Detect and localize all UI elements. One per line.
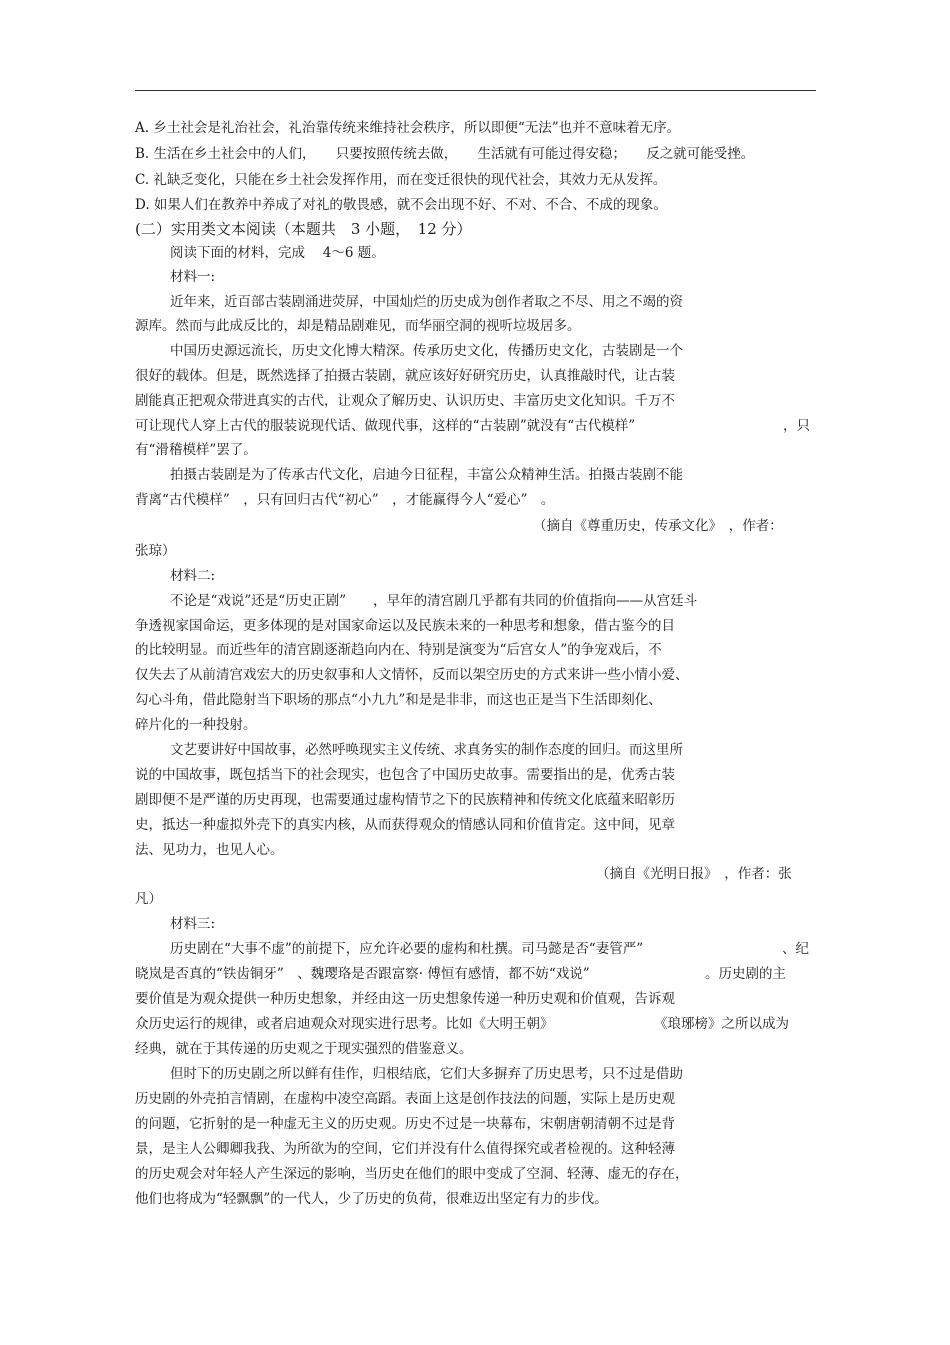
material3-line: 要价值是为观众提供一种历史想象，并经由这一历史想象传递一种历史观和价值观，告诉观 <box>135 991 675 1007</box>
option-a: A. 乡土社会是礼治社会，礼治靠传统来维持社会秩序，所以即便“无法”也并不意味着无序。 <box>135 120 681 136</box>
material1-line: 可让现代人穿上古代的服装说现代话、做现代事，这样的“古装剧”就没有“古代模样” <box>135 418 636 434</box>
material3-line: 历史剧的外壳拍言情剧，在虚构中凌空高蹈。表面上这是创作技法的问题，实际上是历史观 <box>135 1091 675 1107</box>
material3-line: 历史剧在“大事不虚”的前提下，应允许必要的虚构和杜撰。司马懿是否“妻管严” <box>170 941 644 957</box>
material2-line: 文艺要讲好中国故事，必然呼唤现实主义传统、求真务实的制作态度的回归。而这里所 <box>170 742 683 758</box>
material2-source: （摘自《光明日报》 ，作者：张 <box>596 866 792 882</box>
material2-line: 法、见功力，也见人心。 <box>135 842 284 858</box>
material2-line: 不论是“戏说”还是“历史正剧” ，早年的清宫剧几乎都有共同的价值指向——从宫廷斗 <box>170 593 698 609</box>
material1-line: 有“滑稽模样”罢了。 <box>135 442 257 458</box>
material1-line: 拍摄古装剧是为了传承古代文化，启迪今日征程，丰富公众精神生活。拍摄古装剧不能 <box>170 467 683 483</box>
material2-label: 材料二: <box>170 568 216 584</box>
material3-line: 景，是主人公卿卿我我、为所欲为的空间，它们并没有什么值得探究或者检视的。这种轻薄 <box>135 1141 675 1157</box>
material1-line: 近年来，近百部古装剧涌进荧屏，中国灿烂的历史成为创作者取之不尽、用之不竭的资 <box>170 294 683 310</box>
material2-line: 争透视家国命运，更多体现的是对国家命运以及民族未来的一种思考和想象，借古鉴今的目 <box>135 618 675 634</box>
material1-line: 源库。然而与此成反比的，却是精品剧难见，而华丽空洞的视听垃圾居多。 <box>135 318 581 334</box>
material1-source: （摘自《尊重历史，传承文化》 ，作者： <box>533 518 783 534</box>
top-rule <box>135 90 816 91</box>
material3-line: 众历史运行的规律，或者启迪观众对现实进行思考。比如《大明王朝》 <box>135 1016 554 1032</box>
material2-line: 史，抵达一种虚拟外壳下的真实内核，从而获得观众的情感认同和价值肯定。这中间，见章 <box>135 817 675 833</box>
material2-line: 碎片化的一种投射。 <box>135 717 257 733</box>
material3-line: 的历史观会对年轻人产生深远的影响，当历史在他们的眼中变成了空洞、轻薄、虚无的存在， <box>135 1166 689 1182</box>
option-d: D. 如果人们在教养中养成了对礼的敬畏感，就不会出现不好、不对、不合、不成的现象。 <box>135 197 667 213</box>
material1-line: 剧能真正把观众带进真实的古代，让观众了解历史、认识历史、丰富历史文化知识。千万不 <box>135 393 675 409</box>
material2-source-cont: 凡） <box>135 891 162 907</box>
material3-line: 《琅琊榜》之所以成为 <box>654 1016 789 1032</box>
material3-line: 经典，就在于其传递的历史观之于现实强烈的借鉴意义。 <box>135 1041 473 1057</box>
instruction: 阅读下面的材料，完成 4～6 题。 <box>170 245 385 261</box>
material3-line: 的问题，它折射的是一种虚无主义的历史观。历史不过是一块幕布，宋朝唐朝清朝不过是背 <box>135 1116 675 1132</box>
material1-source-cont: 张琼） <box>135 543 176 559</box>
material3-label: 材料三: <box>170 916 216 932</box>
material2-line: 的比较明显。而近些年的清宫剧逐渐趋向内在、特别是演变为“后宫女人”的争宠戏后，不 <box>135 642 662 658</box>
material3-line: 他们也将成为“轻飘飘”的一代人，少了历史的负荷，很难迈出坚定有力的步伐。 <box>135 1191 608 1207</box>
material3-line: 晓岚是否真的“铁齿铜牙” 、魏璎珞是否跟富察· 傅恒有感情，都不妨“戏说” <box>135 966 590 982</box>
option-c: C. 礼缺乏变化，只能在乡土社会发挥作用，而在变迁很快的现代社会，其效力无从发挥。 <box>135 172 667 188</box>
material2-line: 勾心斗角，借此隐射当下职场的那点“小九九”和是是非非，而这也正是当下生活即刻化、 <box>135 692 662 708</box>
material1-line: ，只 <box>783 418 810 434</box>
material3-line: 但时下的历史剧之所以鲜有佳作，归根结底，它们大多摒弃了历史思考，只不过是借助 <box>170 1066 683 1082</box>
option-b: B. 生活在乡土社会中的人们， 只要按照传统去做， 生活就有可能过得安稳； 反之就可能受挫。 <box>135 146 755 162</box>
material3-line: 。历史剧的主 <box>705 966 786 982</box>
material1-line: 很好的载体。但是，既然选择了拍摄古装剧，就应该好好研究历史，认真推敲时代，让古装 <box>135 368 675 384</box>
material1-line: 背离“古代模样” ，只有回归古代“初心” ，才能赢得今人“爱心” 。 <box>135 492 555 508</box>
material3-line: 、纪 <box>782 941 809 957</box>
material1-line: 中国历史源远流长，历史文化博大精深。传承历史文化，传播历史文化，古装剧是一个 <box>170 343 683 359</box>
material2-line: 仅失去了从前清宫戏宏大的历史叙事和人文情怀，反而以架空历史的方式来讲一些小情小爱、 <box>135 667 689 683</box>
material2-line: 说的中国故事，既包括当下的社会现实，也包含了中国历史故事。需要指出的是，优秀古装 <box>135 767 675 783</box>
material1-label: 材料一: <box>170 269 216 285</box>
material2-line: 剧即便不是严谨的历史再现，也需要通过虚构情节之下的民族精神和传统文化底蕴来昭彰历 <box>135 792 675 808</box>
section-heading: (二）实用类文本阅读（本题共 3 小题， 12 分） <box>135 220 472 238</box>
